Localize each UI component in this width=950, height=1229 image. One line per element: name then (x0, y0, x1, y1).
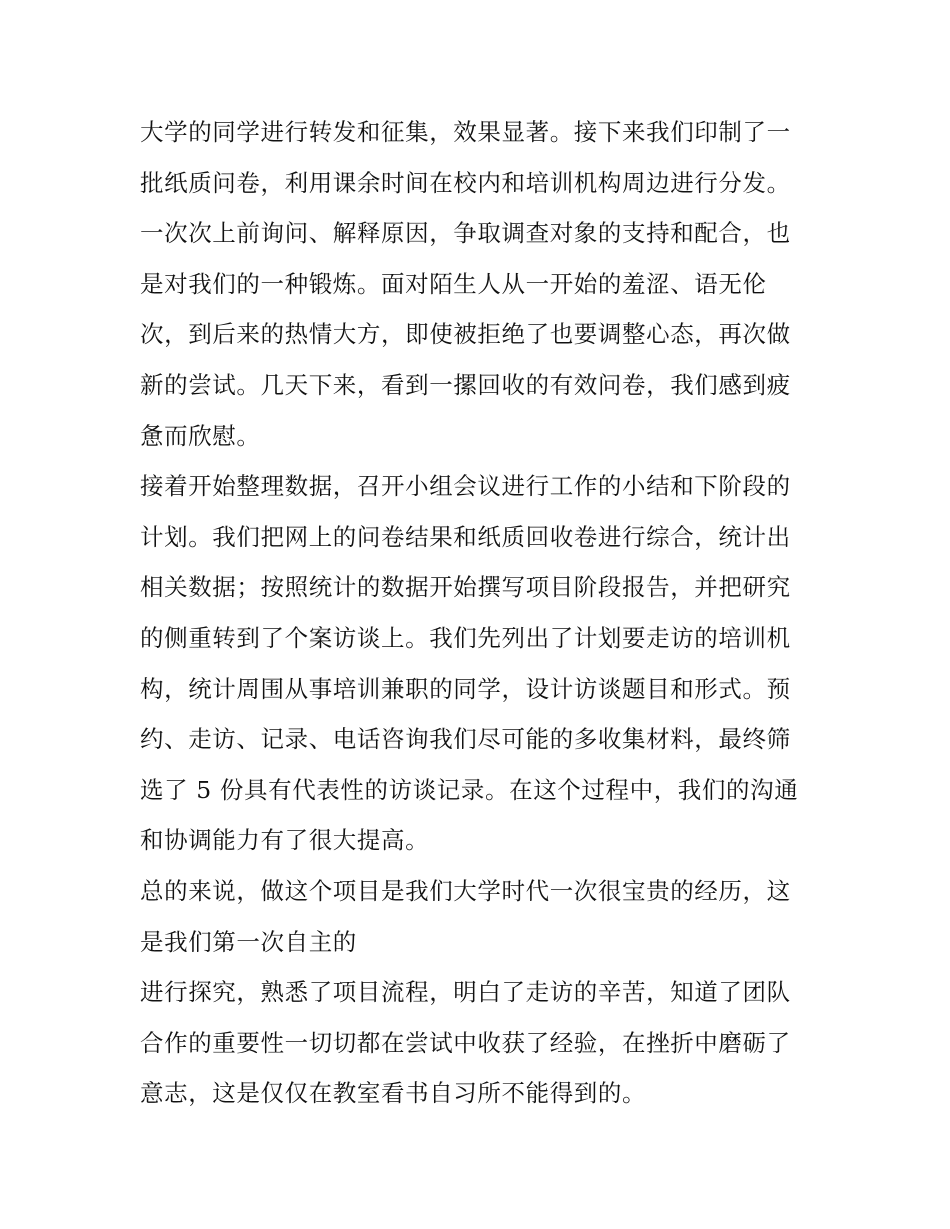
text-line: 惫而欣慰。 (140, 421, 261, 450)
text-line: 总的来说，做这个项目是我们大学时代一次很宝贵的经历，这 (140, 876, 791, 905)
text-line: 构，统计周围从事培训兼职的同学，设计访谈题目和形式。预 (140, 674, 791, 703)
text-line: 约、走访、记录、电话咨询我们尽可能的多收集材料，最终筛 (140, 725, 791, 754)
text-line: 合作的重要性一切切都在尝试中收获了经验，在挫折中磨砺了 (140, 1028, 791, 1057)
document-body (140, 107, 820, 1119)
text-line: 进行探究，熟悉了项目流程，明白了走访的辛苦，知道了团队 (140, 978, 791, 1007)
text-line: 是我们第一次自主的 (140, 927, 357, 956)
text-line: 和协调能力有了很大提高。 (140, 826, 430, 855)
text-line: 接着开始整理数据，召开小组会议进行工作的小结和下阶段的 (140, 472, 791, 501)
text-line: 次，到后来的热情大方，即使被拒绝了也要调整心态，再次做 (140, 320, 791, 349)
text-line: 是对我们的一种锻炼。面对陌生人从一开始的羞涩、语无伦 (140, 269, 767, 298)
text-line: 的侧重转到了个案访谈上。我们先列出了计划要走访的培训机 (140, 623, 791, 652)
text-line: 一次次上前询问、解释原因，争取调查对象的支持和配合，也 (140, 219, 791, 248)
text-line: 大学的同学进行转发和征集，效果显著。接下来我们印制了一 (140, 118, 791, 146)
text-line: 选了 5 份具有代表性的访谈记录。在这个过程中，我们的沟通 (140, 775, 799, 804)
text-line: 相关数据；按照统计的数据开始撰写项目阶段报告，并把研究 (140, 573, 791, 602)
text-line: 新的尝试。几天下来，看到一摞回收的有效问卷，我们感到疲 (140, 370, 791, 399)
text-line: 意志，这是仅仅在教室看书自习所不能得到的。 (140, 1079, 647, 1108)
text-line: 计划。我们把网上的问卷结果和纸质回收卷进行综合，统计出 (140, 522, 791, 551)
text-line: 批纸质问卷，利用课余时间在校内和培训机构周边进行分发。 (140, 168, 791, 197)
